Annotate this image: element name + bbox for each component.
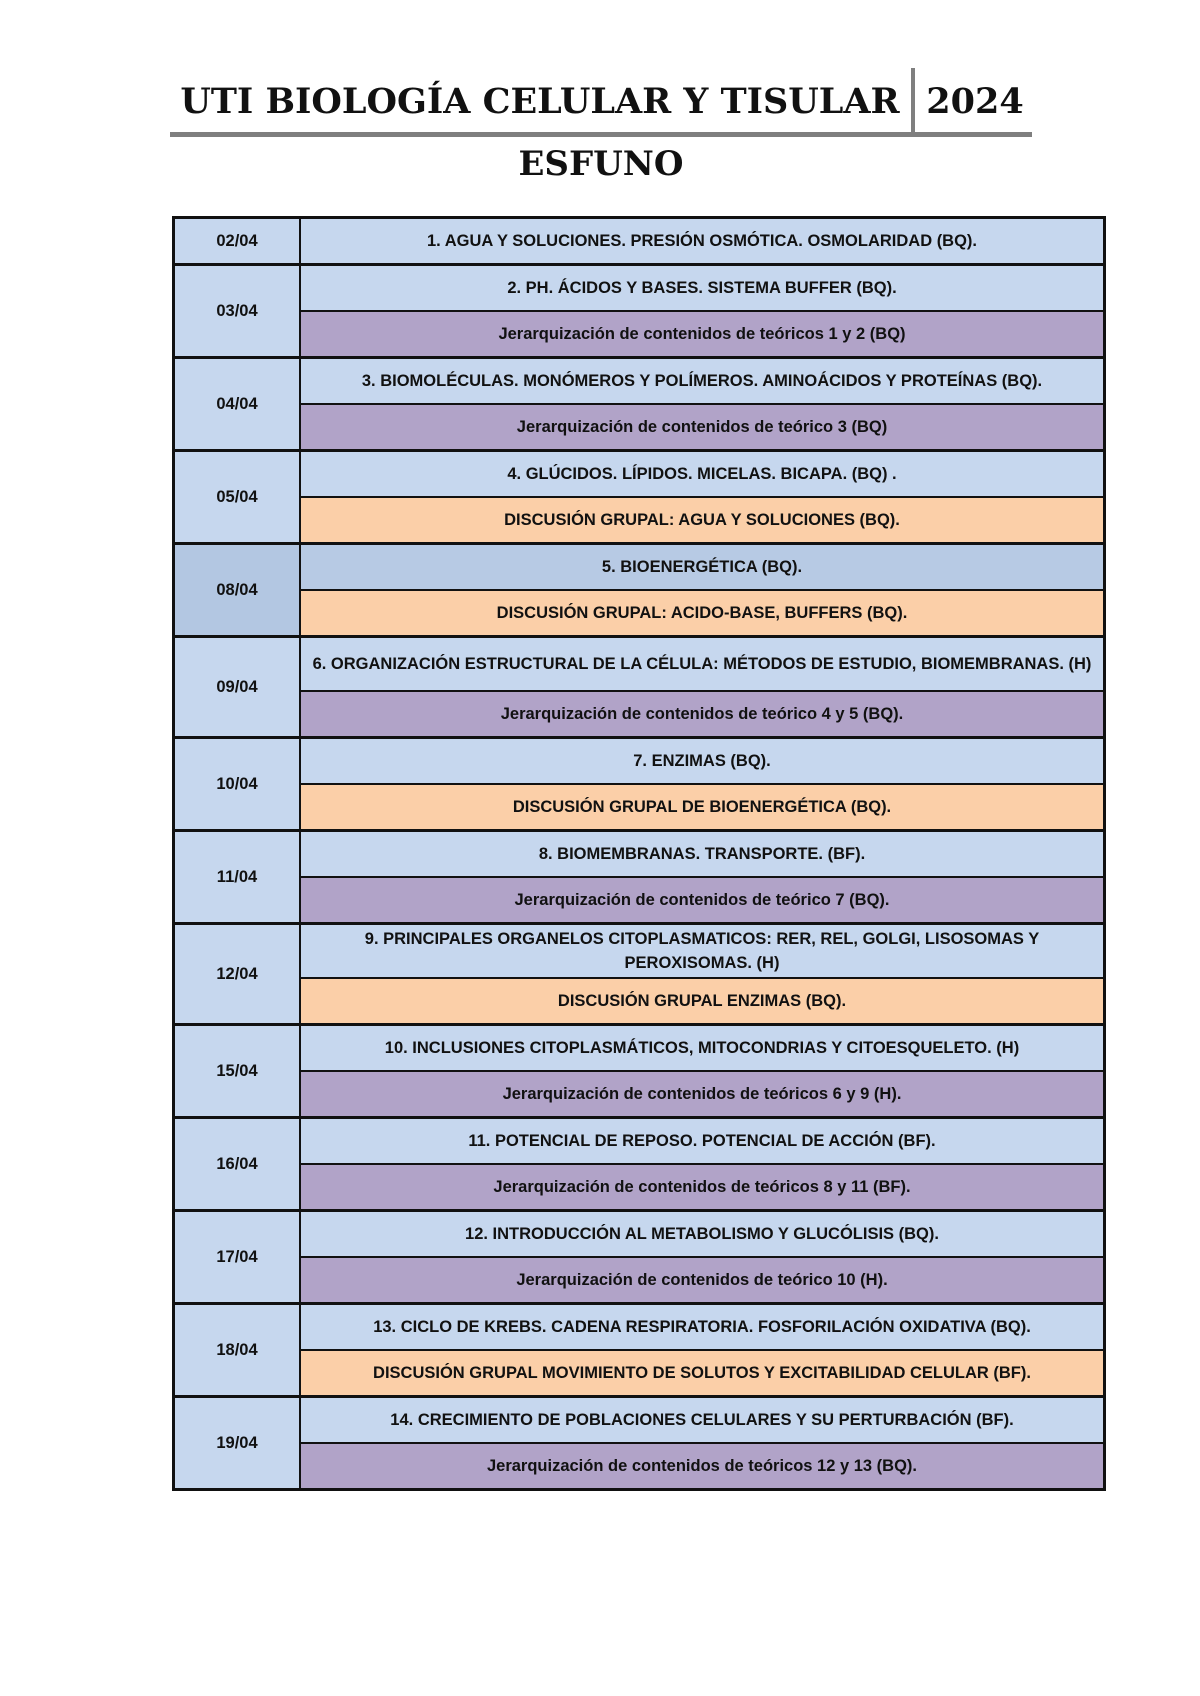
table-row bbox=[174, 831, 1105, 878]
teorico-cell: 3. BIOMOLÉCULAS. MONÓMEROS Y POLÍMEROS. AMINOÁCIDOS Y PROTEÍNAS (BQ). bbox=[300, 358, 1105, 405]
discusion-cell: DISCUSIÓN GRUPAL DE BIOENERGÉTICA (BQ). bbox=[300, 784, 1105, 831]
table-row bbox=[174, 738, 1105, 785]
document-year: 2024 bbox=[926, 81, 1024, 122]
jerarquizacion-cell: Jerarquización de contenidos de teórico 3 (BQ) bbox=[300, 404, 1105, 451]
date-cell: 17/04 bbox=[174, 1211, 301, 1304]
schedule-table bbox=[172, 216, 1106, 1491]
jerarquizacion-cell: Jerarquización de contenidos de teóricos 8 y 11 (BF). bbox=[300, 1164, 1105, 1211]
date-cell: 09/04 bbox=[174, 637, 301, 738]
table-row bbox=[174, 1118, 1105, 1165]
jerarquizacion-cell: Jerarquización de contenidos de teórico 4 y 5 (BQ). bbox=[300, 691, 1105, 738]
discusion-cell: DISCUSIÓN GRUPAL MOVIMIENTO DE SOLUTOS Y EXCITABILIDAD CELULAR (BF). bbox=[300, 1350, 1105, 1397]
table-row bbox=[174, 590, 1105, 637]
table-row bbox=[174, 404, 1105, 451]
document-header bbox=[170, 66, 1032, 138]
table-row bbox=[174, 978, 1105, 1025]
date-cell: 10/04 bbox=[174, 738, 301, 831]
table-row bbox=[174, 637, 1105, 692]
table-row bbox=[174, 1443, 1105, 1490]
teorico-cell: 4. GLÚCIDOS. LÍPIDOS. MICELAS. BICAPA. (BQ) . bbox=[300, 451, 1105, 498]
header-divider-vertical bbox=[911, 68, 915, 136]
table-row bbox=[174, 1304, 1105, 1351]
table-row bbox=[174, 784, 1105, 831]
table-row bbox=[174, 358, 1105, 405]
discusion-cell: DISCUSIÓN GRUPAL: ACIDO-BASE, BUFFERS (BQ). bbox=[300, 590, 1105, 637]
table-row bbox=[174, 924, 1105, 979]
table-row bbox=[174, 311, 1105, 358]
document-subtitle: ESFUNO bbox=[518, 144, 684, 184]
jerarquizacion-cell: Jerarquización de contenidos de teórico 10 (H). bbox=[300, 1257, 1105, 1304]
date-cell: 08/04 bbox=[174, 544, 301, 637]
teorico-cell: 7. ENZIMAS (BQ). bbox=[300, 738, 1105, 785]
date-cell: 03/04 bbox=[174, 265, 301, 358]
teorico-cell: 1. AGUA Y SOLUCIONES. PRESIÓN OSMÓTICA. OSMOLARIDAD (BQ). bbox=[300, 218, 1105, 265]
jerarquizacion-cell: Jerarquización de contenidos de teóricos 6 y 9 (H). bbox=[300, 1071, 1105, 1118]
teorico-cell: 9. PRINCIPALES ORGANELOS CITOPLASMATICOS: RER, REL, GOLGI, LISOSOMAS Y PEROXISOMAS. (H) bbox=[300, 924, 1105, 979]
teorico-cell: 2. PH. ÁCIDOS Y BASES. SISTEMA BUFFER (BQ). bbox=[300, 265, 1105, 312]
teorico-cell: 13. CICLO DE KREBS. CADENA RESPIRATORIA. FOSFORILACIÓN OXIDATIVA (BQ). bbox=[300, 1304, 1105, 1351]
discusion-cell: DISCUSIÓN GRUPAL ENZIMAS (BQ). bbox=[300, 978, 1105, 1025]
table-row bbox=[174, 544, 1105, 591]
teorico-cell: 8. BIOMEMBRANAS. TRANSPORTE. (BF). bbox=[300, 831, 1105, 878]
table-row bbox=[174, 691, 1105, 738]
document-title: UTI BIOLOGÍA CELULAR Y TISULAR bbox=[180, 81, 900, 122]
table-row bbox=[174, 1211, 1105, 1258]
discusion-cell: DISCUSIÓN GRUPAL: AGUA Y SOLUCIONES (BQ). bbox=[300, 497, 1105, 544]
table-row bbox=[174, 218, 1105, 265]
date-cell: 11/04 bbox=[174, 831, 301, 924]
jerarquizacion-cell: Jerarquización de contenidos de teóricos 1 y 2 (BQ) bbox=[300, 311, 1105, 358]
teorico-cell: 12. INTRODUCCIÓN AL METABOLISMO Y GLUCÓLISIS (BQ). bbox=[300, 1211, 1105, 1258]
table-row bbox=[174, 1257, 1105, 1304]
date-cell: 16/04 bbox=[174, 1118, 301, 1211]
table-row bbox=[174, 1350, 1105, 1397]
schedule-body bbox=[174, 218, 1105, 1490]
date-cell: 19/04 bbox=[174, 1397, 301, 1490]
date-cell: 02/04 bbox=[174, 218, 301, 265]
teorico-cell: 10. INCLUSIONES CITOPLASMÁTICOS, MITOCONDRIAS Y CITOESQUELETO. (H) bbox=[300, 1025, 1105, 1072]
table-row bbox=[174, 1164, 1105, 1211]
table-row bbox=[174, 877, 1105, 924]
teorico-cell: 5. BIOENERGÉTICA (BQ). bbox=[300, 544, 1105, 591]
table-row bbox=[174, 265, 1105, 312]
date-cell: 18/04 bbox=[174, 1304, 301, 1397]
teorico-cell: 14. CRECIMIENTO DE POBLACIONES CELULARES Y SU PERTURBACIÓN (BF). bbox=[300, 1397, 1105, 1444]
table-row bbox=[174, 1071, 1105, 1118]
teorico-cell: 11. POTENCIAL DE REPOSO. POTENCIAL DE ACCIÓN (BF). bbox=[300, 1118, 1105, 1165]
date-cell: 05/04 bbox=[174, 451, 301, 544]
jerarquizacion-cell: Jerarquización de contenidos de teórico 7 (BQ). bbox=[300, 877, 1105, 924]
table-row bbox=[174, 1397, 1105, 1444]
jerarquizacion-cell: Jerarquización de contenidos de teóricos 12 y 13 (BQ). bbox=[300, 1443, 1105, 1490]
table-row bbox=[174, 1025, 1105, 1072]
date-cell: 04/04 bbox=[174, 358, 301, 451]
date-cell: 12/04 bbox=[174, 924, 301, 1025]
header-rule bbox=[170, 132, 1032, 137]
table-row bbox=[174, 497, 1105, 544]
date-cell: 15/04 bbox=[174, 1025, 301, 1118]
teorico-cell: 6. ORGANIZACIÓN ESTRUCTURAL DE LA CÉLULA: MÉTODOS DE ESTUDIO, BIOMEMBRANAS. (H) bbox=[300, 637, 1105, 692]
table-row bbox=[174, 451, 1105, 498]
